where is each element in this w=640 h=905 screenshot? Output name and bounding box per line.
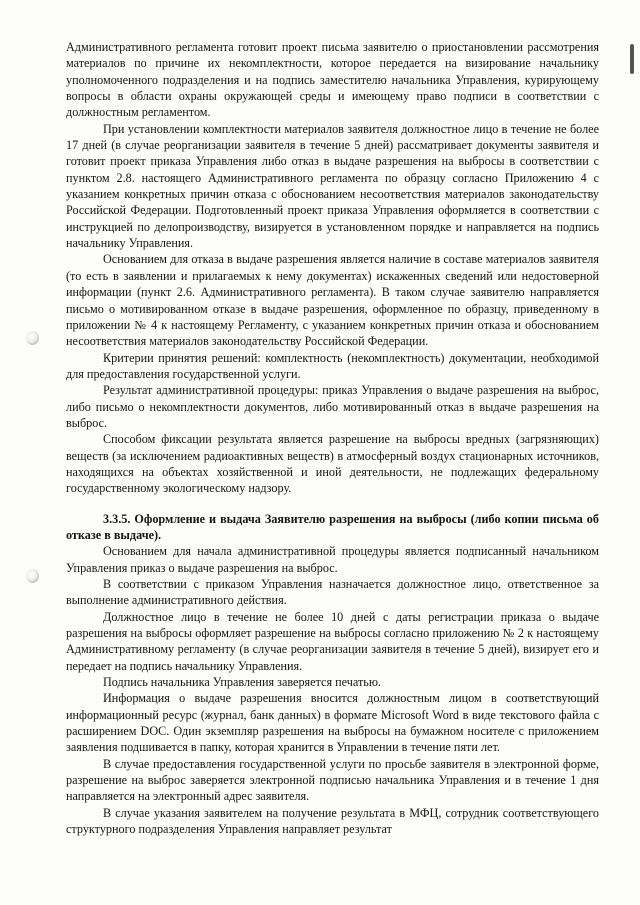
paragraph-grounds: Основанием для начала административной процедуры является подписанный начальником Управления приказ о выдаче разрешения на выброс. [66, 544, 599, 575]
paragraph-criteria: Критерии принятия решений: комплектность (некомплектность) документации, необходимой для предоставления государственной услуги. [66, 350, 599, 381]
scan-edge-mark [630, 44, 634, 74]
paragraph-fixation: Способом фиксации результата является разрешение на выбросы вредных (загрязняющих) веществ (за исключением радиоактивных веществ) в атмосферный воздух стационарных источников, находящихся на объектах хозяйственной и иной деятельности, не подлежащих федеральному государственному экологическому надзору. [66, 432, 599, 496]
punch-hole-lower [26, 569, 39, 583]
paragraph-responsible-official: В соответствии с приказом Управления назначается должностное лицо, ответственное за выполнение административного действия. [66, 577, 599, 608]
section-heading-3-3-5: 3.3.5. Оформление и выдача Заявителю разрешения на выбросы (либо копии письма об отказе в выдаче). [66, 511, 599, 542]
paragraph-registry: Информация о выдаче разрешения вносится должностным лицом в соответствующий информационный ресурс (журнал, банк данных) в формате Microsoft Word в виде текстового файла с расширением DOC. Один экземпляр разрешения на выбросы на бумажном носителе с приложением заявления подшивается в папку, которая хранится в Управлении в течение пяти лет. [66, 691, 599, 755]
punch-hole-upper [26, 331, 39, 345]
document-body [66, 39, 599, 838]
paragraph-deadline: Должностное лицо в течение не более 10 дней с даты регистрации приказа о выдаче разрешения на выбросы оформляет разрешение на выбросы согласно приложению № 2 к настоящему Административному регламенту (в случае реорганизации заявителя в течение 5 дней), визирует его и передает на подпись начальнику Управления. [66, 609, 599, 673]
paragraph-intro: Административного регламента готовит проект письма заявителю о приостановлении рассмотрения материалов по причине их некомплектности, которое передается на визирование начальнику уполномоченного подразделения и на подпись заместителю начальника Управления, курирующему вопросы в области охраны окружающей среды и имеющему право подписи в соответствии с должностным регламентом. [66, 40, 599, 120]
paragraph-mfc: В случае указания заявителем на получение результата в МФЦ, сотрудник соответствующего структурного подразделения Управления направляет результат [66, 805, 599, 837]
paragraph-electronic: В случае предоставления государственной услуги по просьбе заявителя в электронной форме, разрешение на выброс заверяется электронной подписью начальника Управления и в течение 1 дня направляется на электронный адрес заявителя. [66, 756, 599, 804]
paragraph-result: Результат административной процедуры: приказ Управления о выдаче разрешения на выброс, либо письмо о некомплектности документов, либо мотивированный отказ в выдаче разрешения на выброс. [66, 383, 599, 430]
paragraph-completeness: При установлении комплектности материалов заявителя должностное лицо в течение не более 17 дней (в случае реорганизации заявителя в течение 5 дней) рассматривает документы заявителя и готовит проект приказа Управления либо отказ в выдаче разрешения на выбросы в соответствии с пунктом 2.8. настоящего Административного регламента по образцу согласно Приложению 4 с указанием конкретных причин отказа с обоснованием несоответствия материалов законодательству Российской Федерации. Подготовленный проект приказа Управления оформляется в соответствии с инструкцией по делопроизводству, визируется в установленном порядке и направляется на подпись начальнику Управления. [66, 121, 599, 251]
paragraph-refusal-grounds: Основанием для отказа в выдаче разрешения является наличие в составе материалов заявителя (то есть в заявлении и прилагаемых к нему документах) искаженных сведений или недостоверной информации (пункт 2.6. Административного регламента). В таком случае заявителю направляется письмо о мотивированном отказе в выдаче разрешения, оформленное по образцу, приведенному в приложении № 4 к настоящему Регламенту, с указанием конкретных причин отказа и обоснованием несоответствия материалов законодательству Российской Федерации. [66, 252, 599, 349]
paragraph-seal: Подпись начальника Управления заверяется печатью. [103, 675, 381, 690]
